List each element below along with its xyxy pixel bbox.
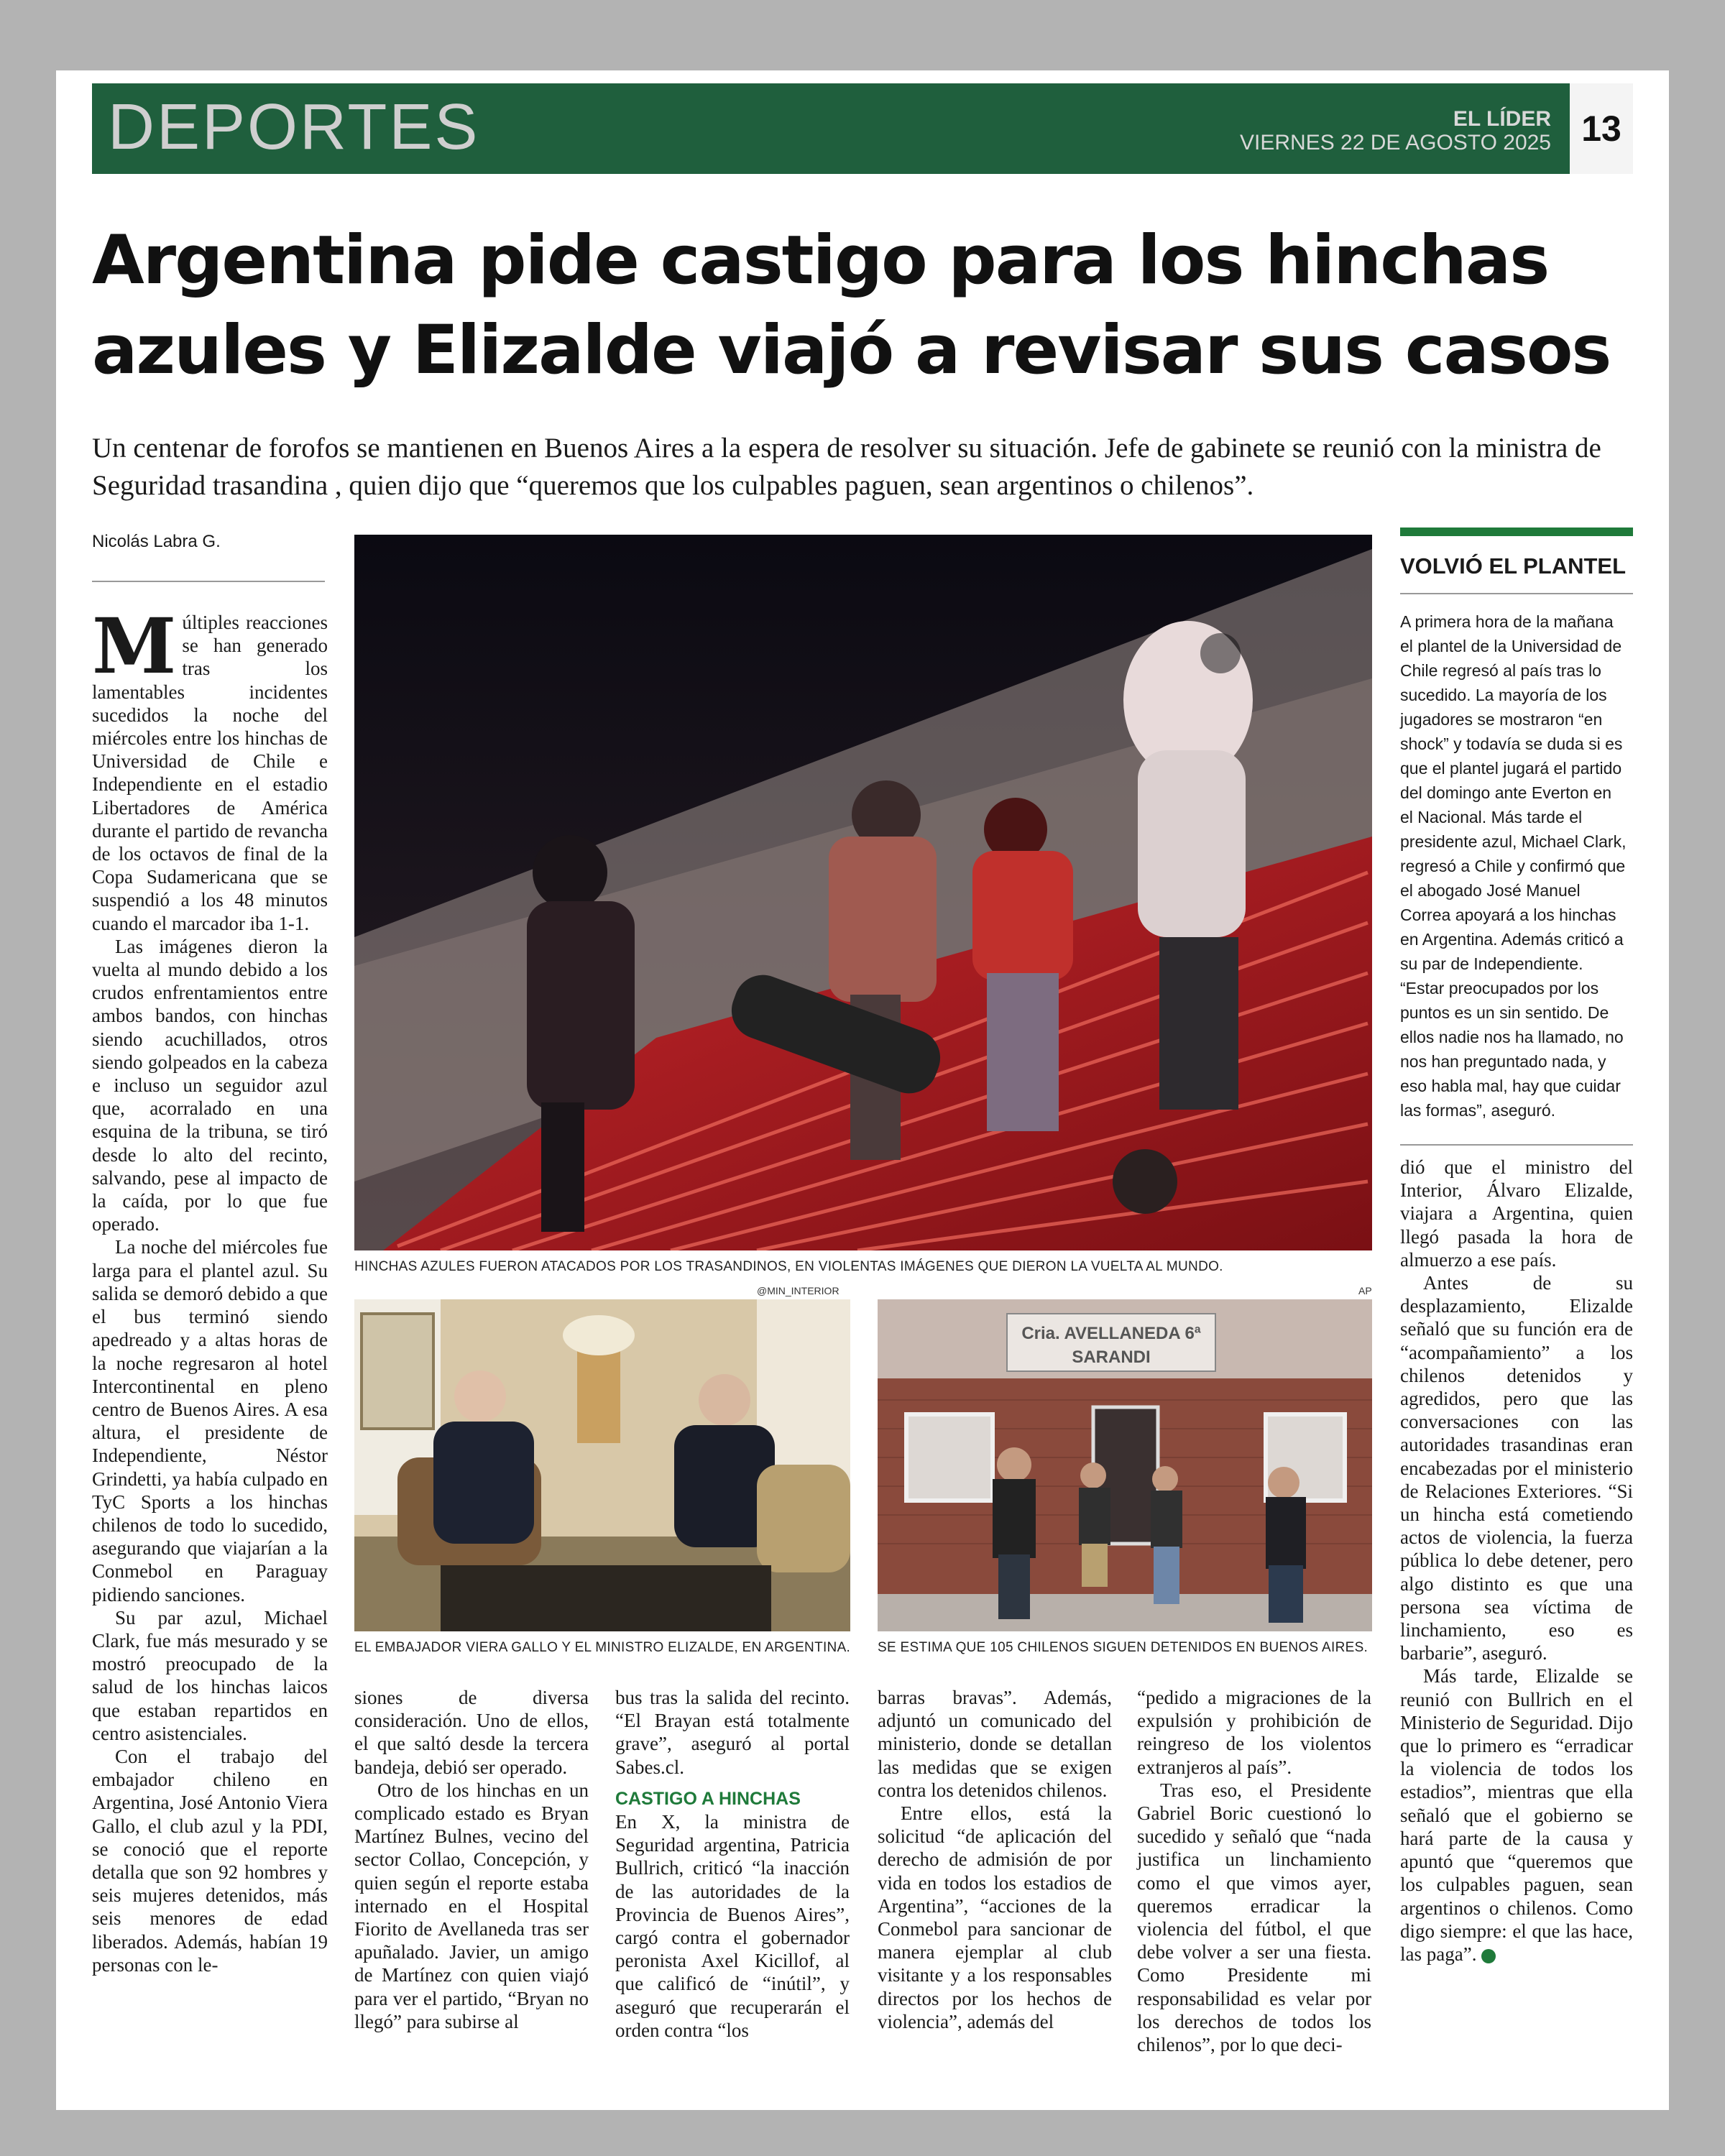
station-sign-line-2: SARANDI: [1072, 1348, 1151, 1367]
sidebar-title: VOLVIÓ EL PLANTEL: [1400, 553, 1627, 579]
deck: Un centenar de forofos se mantienen en Buenos Aires a la espera de resolver su situación. Jefe de gabinete se reunió con la ministra de Seguridad trasandina , quien dijo que “queremos que los culpables paguen, sean argentinos o chilenos”.: [92, 433, 1601, 501]
byline: Nicolás Labra G.: [92, 532, 221, 551]
end-mark-icon: ✪: [1481, 1949, 1496, 1963]
paragraph: Más tarde, Elizalde se reunió con Bullrich en el Ministerio de Seguridad. Dijo que lo primero es “erradicar la violencia de todos los estadios”, mientras que ella señaló que el gobierno se hará parte de la causa y apuntó que “queremos que los culpables paguen, sean argentinos o chilenos. Como digo siempre: el que las hace, las paga”. ✪: [1400, 1665, 1633, 1965]
embassy-photo: [354, 1299, 850, 1631]
photo-credit: @MIN_INTERIOR: [757, 1285, 840, 1296]
page-number: 13: [1570, 83, 1633, 174]
headline-line-1: Argentina pide castigo para los hinchas: [92, 221, 1549, 300]
paragraph: barras bravas”. Además, adjuntó un comunicado del ministerio, donde se detallan las medidas que se exigen contra los detenidos chilenos.: [878, 1687, 1112, 1801]
paragraph: Las imágenes dieron la vuelta al mundo debido a los crudos enfrentamientos entre ambos bandos, con hinchas siendo acuchillados, otros siendo golpeados en la cabeza e incluso un seguidor azul que, acorralado en una esquina de la tribuna, se tiró desde lo alto del recinto, salvando, pese al impacto de la caída, por lo que fue operado.: [92, 935, 328, 1235]
paragraph: siones de diversa consideración. Uno de ellos, el que saltó desde la tercera bandeja, debió ser operado.: [354, 1687, 589, 1778]
sidebar-accent-bar: [1400, 528, 1633, 536]
article-column-5: [1137, 1686, 1371, 2056]
police-station-image: [878, 1299, 1372, 1631]
article-column-1: [92, 601, 328, 1976]
headline: [92, 216, 1637, 395]
paragraph: Múltiples reacciones se han generado tras los lamentables incidentes sucedidos la noche del miércoles entre los hinchas de Universidad de Chile e Independiente en el estadio Libertadores de América durante el partido de revancha de los octavos de final de la Copa Sudamericana que se suspendió a los 48 minutos cuando el marcador iba 1-1.: [92, 601, 328, 934]
paragraph: “pedido a migraciones de la expulsión y prohibición de reingreso de los violentos extranjeros al país”.: [1137, 1687, 1371, 1778]
paragraph: Con el trabajo del embajador chileno en Argentina, José Antonio Viera Gallo, el club azul y la PDI, se conoció que el reporte detalla que son 92 hombres y seis mujeres detenidos, más seis menores de edad liberados. Además, habían 19 personas con le-: [92, 1745, 328, 1976]
paragraph: Su par azul, Michael Clark, fue más mesurado y se mostró preocupado de la salud de los hinchas laicos que estaban repartidos en centro asistenciales.: [92, 1606, 328, 1744]
paragraph: bus tras la salida del recinto. “El Brayan está totalmente grave”, aseguró al portal Sabes.cl.: [615, 1687, 850, 1778]
photo-credit: AP: [1358, 1285, 1372, 1296]
paragraph: Otro de los hinchas en un complicado estado es Bryan Martínez Bulnes, vecino del sector Collao, Concepción, y quien según el reporte estaba internado en el Hospital Fiorito de Avellaneda tras ser apuñalado. Javier, un amigo de Martínez con quien viajó para ver el partido, “Bryan no llegó” para subirse al: [354, 1779, 589, 2032]
photo-caption: SE ESTIMA QUE 105 CHILENOS SIGUEN DETENIDOS EN BUENOS AIRES.: [878, 1640, 1368, 1655]
paragraph: La noche del miércoles fue larga para el plantel azul. Su salida se demoró debido a que el bus terminó siendo apedreado y a altas horas de la noche regresaron al hotel Intercontinental en pleno centro de Buenos Aires. A esa altura, el presidente de Independiente, Néstor Grindetti, ya había culpado en TyC Sports a los hinchas chilenos de todo lo sucedido, asegurando que viajarían a la Conmebol en Paraguay pidiendo sanciones.: [92, 1236, 328, 1606]
photo-caption: EL EMBAJADOR VIERA GALLO Y EL MINISTRO ELIZALDE, EN ARGENTINA.: [354, 1640, 851, 1655]
paragraph: Tras eso, el Presidente Gabriel Boric cuestionó lo sucedido y señaló que “nada justifica un linchamiento como el que vimos ayer, queremos erradicar la violencia del fútbol, el que debe volver a ser una fiesta. Como Presidente mi responsabilidad es velar por los derechos de todos los chilenos”, por lo que deci-: [1137, 1779, 1371, 2056]
article-column-3: [615, 1686, 850, 2042]
issue-date: VIERNES 22 DE AGOSTO 2025: [1240, 131, 1551, 155]
paragraph: En X, la ministra de Seguridad argentina, Patricia Bullrich, criticó “la inacción de las autoridades de la Provincia de Buenos Aires”, cargó contra el gobernador peronista Axel Kicillof, al que calificó de “inútil”, y aseguró que recuperarán el orden contra “los: [615, 1811, 850, 2041]
paragraph: Antes de su desplazamiento, Elizalde señaló que su función era de “acompañamiento” a los chilenos detenidos y agredidos, pero que las conversaciones con las autoridades trasandinas eran encabezadas por el ministerio de Relaciones Exteriores. “Si un hincha está cometiendo actos de violencia, la fuerza pública lo debe detener, pero algo distinto es que una persona sea víctima de linchamiento, eso es barbarie”, aseguró.: [1400, 1272, 1633, 1664]
article-column-4: [878, 1686, 1112, 2033]
article-column-2: [354, 1686, 589, 2033]
stadium-fight-image: [354, 535, 1372, 1250]
article-column-6: [1400, 1156, 1633, 1966]
sidebar-bottom-rule: [1400, 1144, 1633, 1146]
photo-caption: HINCHAS AZULES FUERON ATACADOS POR LOS TRASANDINOS, EN VIOLENTAS IMÁGENES QUE DIERON LA VUELTA AL MUNDO.: [354, 1259, 1223, 1274]
sidebar-text: A primera hora de la mañana el plantel de la Universidad de Chile regresó al país tras lo sucedido. La mayoría de los jugadores se mostraron “en shock” y todavía se duda si es que el plantel jugará el partido del domingo ante Everton en el Nacional. Más tarde el presidente azul, Michael Clark, regresó a Chile y confirmó que el abogado José Manuel Correa apoyará a los hinchas en Argentina. Además criticó a su par de Independiente. “Estar preocupados por los puntos es un sin sentido. De ellos nadie nos ha llamado, no nos han preguntado nada, y eso habla mal, hay que cuidar las formas”, aseguró.: [1400, 612, 1627, 1120]
section-title: DEPORTES: [108, 91, 480, 163]
paragraph: dió que el ministro del Interior, Álvaro Elizalde, viajara a Argentina, quien llegó pasada la hora de almuerzo a ese país.: [1400, 1156, 1633, 1271]
headline-line-2: azules y Elizalde viajó a revisar sus casos: [92, 311, 1611, 390]
paragraph: Entre ellos, está la solicitud “de aplicación del derecho de admisión de por vida en todos los estadios de Argentina”, “acciones de la Conmebol para sancionar de manera ejemplar al club visitante y a los responsables directos por los hechos de violencia”, además del: [878, 1802, 1112, 2032]
meeting-image: [354, 1299, 850, 1631]
sidebar-divider: [1400, 593, 1633, 594]
byline-divider: [92, 581, 325, 582]
station-sign-line-1: Cria. AVELLANEDA 6ª: [1021, 1324, 1201, 1343]
subhead: CASTIGO A HINCHAS: [615, 1788, 801, 1809]
masthead-brand: [1240, 108, 1551, 155]
main-photo: [354, 535, 1372, 1250]
newspaper-name: EL LÍDER: [1453, 107, 1551, 131]
dropcap: M: [92, 601, 177, 691]
police-station-photo: [878, 1299, 1372, 1631]
